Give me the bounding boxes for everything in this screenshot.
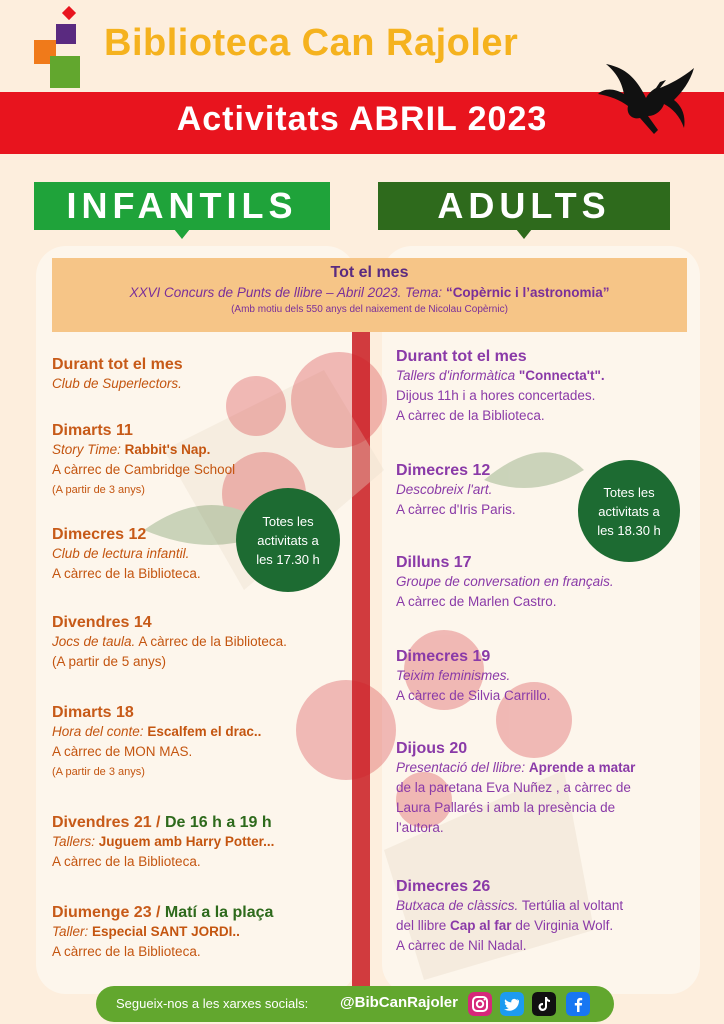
section-infantils: [34, 182, 330, 230]
social-footer: [96, 986, 614, 1022]
facebook-icon[interactable]: [566, 992, 590, 1016]
banner-contest-theme: “Copèrnic i l’astronomia”: [445, 285, 610, 300]
time-badge-line: Totes les: [603, 484, 655, 500]
event-text: A càrrec de la Biblioteca.: [52, 854, 201, 869]
event-date: Diumenge 23 /: [52, 904, 165, 921]
monthly-contest-banner: [52, 258, 687, 332]
event-date: Dijous 20: [396, 740, 468, 757]
event-date: Durant tot el mes: [52, 356, 183, 373]
event-text: Club de lectura infantil.: [52, 546, 190, 561]
page-subtitle: Activitats ABRIL 2023: [176, 100, 548, 138]
time-badge-infantils: [236, 488, 340, 592]
event-text: A càrrec de Marlen Castro.: [396, 594, 557, 609]
footer-text: Segueix-nos a les xarxes socials:: [116, 996, 309, 1011]
event-text: A càrrec de Cambridge School: [52, 462, 236, 477]
right-event: [396, 462, 516, 520]
banner-note: (Amb motiu dels 550 anys del naixement de Nicolau Copèrnic): [231, 304, 508, 315]
event-text: Presentació del llibre:: [396, 760, 529, 775]
event-text: de la paretana Eva Nuñez , a càrrec de: [396, 780, 631, 795]
library-logo: [34, 6, 86, 90]
left-event: [52, 422, 235, 500]
banner-contest-text: XXVI Concurs de Punts de llibre – Abril 2023. Tema:: [129, 285, 446, 300]
event-date: Dimecres 12: [396, 462, 491, 479]
event-text: Butxaca de clàssics.: [396, 898, 519, 913]
event-title: Cap al far: [450, 918, 512, 933]
event-text: A càrrec de la Biblioteca.: [52, 566, 201, 581]
time-badge-line: les 17.30 h: [256, 551, 320, 567]
event-title: Rabbit's Nap.: [124, 442, 211, 457]
event-date: Durant tot el mes: [396, 348, 527, 365]
library-title: Biblioteca Can Rajoler: [104, 22, 519, 64]
event-date: Dilluns 17: [396, 554, 472, 571]
event-date: Dimarts 18: [52, 704, 134, 721]
event-date: Dimecres 26: [396, 878, 491, 895]
event-text: A càrrec de la Biblioteca.: [396, 408, 545, 423]
event-text: Tertúlia al voltant: [518, 898, 624, 913]
left-event: [52, 526, 201, 584]
event-title: Juguem amb Harry Potter...: [98, 834, 275, 849]
left-event: [52, 704, 261, 782]
event-title: "Connecta't".: [518, 368, 605, 383]
right-event: [396, 878, 623, 956]
event-text: A càrrec d'Iris Paris.: [396, 502, 516, 517]
right-event: [396, 648, 551, 706]
section-arrow: [516, 229, 532, 239]
event-text: A càrrec de MON MAS.: [52, 744, 193, 759]
section-infantils-label: INFANTILS: [66, 185, 298, 226]
left-event: [52, 614, 287, 672]
section-adults: [378, 182, 670, 230]
event-text: Teixim feminismes.: [396, 668, 511, 683]
section-arrow: [174, 229, 190, 239]
left-event: [52, 814, 274, 872]
event-date: Divendres 14: [52, 614, 152, 631]
event-text: A càrrec de Nil Nadal.: [396, 938, 527, 953]
event-date: Dimecres 19: [396, 648, 491, 665]
right-event: [396, 554, 614, 612]
right-event: [396, 348, 605, 426]
right-event: [396, 740, 635, 838]
event-text: A càrrec de la Biblioteca.: [135, 634, 287, 649]
event-age: (A partir de 3 anys): [52, 484, 145, 496]
event-text: Taller:: [52, 924, 93, 939]
event-text: Tallers d'informàtica: [396, 368, 519, 383]
event-title: Especial SANT JORDI..: [92, 924, 240, 939]
time-badge-line: les 18.30 h: [597, 522, 661, 538]
event-title: Aprende a matar: [528, 760, 636, 775]
event-text: Dijous 11h i a hores concertades.: [396, 388, 596, 403]
event-time: Matí a la plaça: [164, 904, 274, 921]
time-badge-line: activitats a: [598, 503, 660, 519]
event-text: Tallers:: [52, 834, 99, 849]
event-text: de Virginia Wolf.: [511, 918, 614, 933]
event-text: del llibre: [396, 918, 451, 933]
event-text: Club de Superlectors.: [52, 376, 182, 391]
event-date: Dimecres 12: [52, 526, 147, 543]
instagram-icon[interactable]: [468, 992, 492, 1016]
time-badge-line: Totes les: [262, 513, 314, 529]
section-adults-label: ADULTS: [437, 185, 611, 226]
event-date: Dimarts 11: [52, 422, 133, 439]
left-event: [52, 356, 183, 394]
event-text: A càrrec de Silvia Carrillo.: [396, 688, 551, 703]
tiktok-icon[interactable]: [532, 992, 556, 1016]
time-badge-line: activitats a: [257, 532, 319, 548]
banner-title: Tot el mes: [330, 264, 409, 281]
event-text: Story Time:: [52, 442, 125, 457]
event-age: (A partir de 3 anys): [52, 766, 145, 778]
event-time: De 16 h a 19 h: [164, 814, 272, 831]
event-text: Descobreix l'art.: [396, 482, 493, 497]
left-event: [52, 904, 273, 962]
event-text: Jocs de taula.: [52, 634, 136, 649]
event-date: Divendres 21 /: [52, 814, 165, 831]
event-text: A càrrec de la Biblioteca.: [52, 944, 201, 959]
event-text: Hora del conte:: [52, 724, 148, 739]
event-age: (A partir de 5 anys): [52, 654, 167, 669]
social-handle[interactable]: @BibCanRajoler: [340, 994, 458, 1011]
event-text: Laura Pallarés i amb la presència de: [396, 800, 616, 815]
twitter-icon[interactable]: [500, 992, 524, 1016]
banner-contest: [52, 285, 687, 300]
time-badge-adults: [578, 460, 680, 562]
event-text: l'autora.: [396, 820, 444, 835]
event-title: Escalfem el drac..: [147, 724, 262, 739]
dragon-icon: [596, 58, 696, 144]
event-text: Groupe de conversation en français.: [396, 574, 614, 589]
